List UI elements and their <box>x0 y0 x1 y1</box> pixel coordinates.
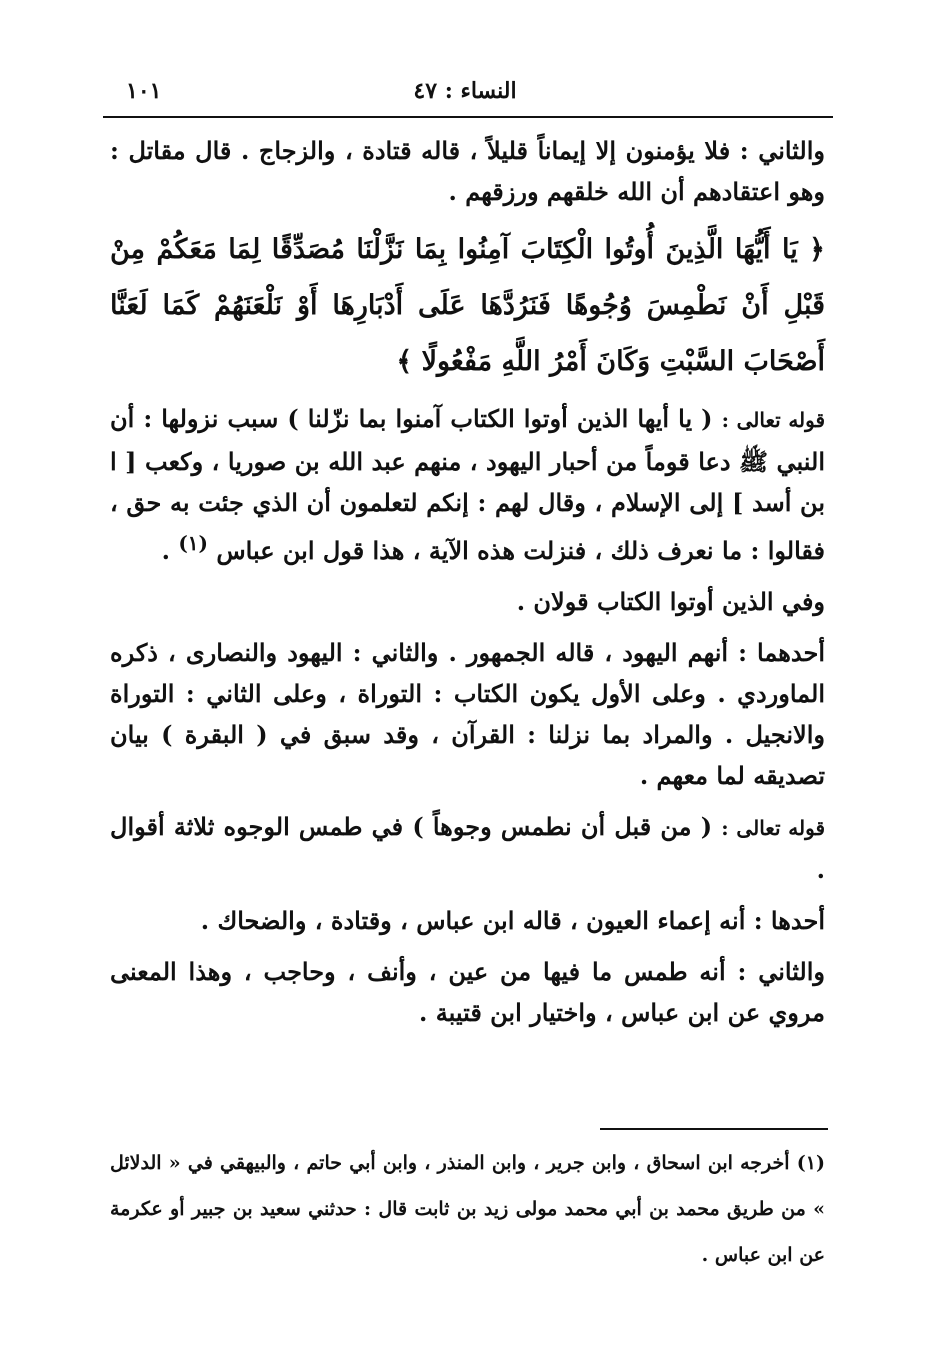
paragraph-2 <box>110 398 825 571</box>
paragraph-5-text: ( من قبل أن نطمس وجوهاً ) في طمس الوجوه ثلاثة أقوال . <box>110 812 825 884</box>
paragraph-3: وفي الذين أوتوا الكتاب قولان . <box>516 587 825 616</box>
footnote-divider <box>600 1128 828 1130</box>
lead-phrase: قوله تعالى : <box>721 816 826 840</box>
page-number: ١٠١ <box>126 78 162 104</box>
paragraph-6: أحدها : أنه إعماء العيون ، قاله ابن عباس ، وقتادة ، والضحاك . <box>200 906 825 935</box>
header-divider <box>103 116 833 118</box>
footnote-text: (١) أخرجه ابن اسحاق ، وابن جرير ، وابن المنذر ، وابن أبي حاتم ، والبيهقي في « الدلائل » من طريق محمد بن أبي محمد مولى زيد بن ثابت قال : حدثني سعيد بن جبير أو عكرمة عن ابن عباس . <box>110 1152 825 1266</box>
paragraph-5 <box>110 806 825 890</box>
paragraph-7: والثاني : أنه طمس ما فيها من عين ، وأنف ، وحاجب ، وهذا المعنى مروي عن ابن عباس ، واختيار ابن قتيبة . <box>110 957 825 1027</box>
lead-phrase: قوله تعالى : <box>721 408 826 432</box>
paragraph-4: أحدهما : أنهم اليهود ، قاله الجمهور . والثاني : اليهود والنصارى ، ذكره الماوردي . وعلى الأول يكون الكتاب : التوراة ، وعلى الثاني : التوراة والانجيل . والمراد بما نزلنا : القرآن ، وقد سبق في ( البقرة ) بيان تصديقه لما معهم . <box>110 638 825 790</box>
page-header <box>100 74 830 114</box>
main-text <box>110 130 825 1043</box>
paragraph-2-text: ( يا أيها الذين أوتوا الكتاب آمنوا بما نزّلنا ) سبب نزولها : أن النبي ﷺ دعا قوماً من أحبار اليهود ، منهم عبد الله بن صوريا ، وكعب [ ا بن أسد ] إلى الإسلام ، وقال لهم : إنكم لتعلمون أن الذي جئت به حق ، فقالوا : ما نعرف ذلك ، فنزلت هذه الآية ، هذا قول ابن عباس <box>110 404 825 565</box>
surah-reference: النساء : ٤٧ <box>413 78 517 104</box>
quran-verse: ﴿ يَا أَيُّهَا الَّذِينَ أُوتُوا الْكِتَابَ آمِنُوا بِمَا نَزَّلْنَا مُصَدِّقًا لِمَا مَعَكُمْ مِنْ قَبْلِ أَنْ نَطْمِسَ وُجُوهًا فَنَرُدَّهَا عَلَى أَدْبَارِهَا أَوْ نَلْعَنَهُمْ كَمَا لَعَنَّا أَصْحَابَ السَّبْتِ وَكَانَ أَمْرُ اللَّهِ مَفْعُولًا ﴾ <box>110 234 825 377</box>
paragraph-1: والثاني : فلا يؤمنون إلا إيماناً قليلاً ، قاله قتادة ، والزجاج . قال مقاتل : وهو اعتقادهم أن الله خلقهم ورزقهم . <box>110 136 825 206</box>
footnote <box>110 1140 825 1278</box>
footnote-marker: (١) <box>178 531 208 555</box>
paragraph-2-end: . <box>161 536 179 565</box>
